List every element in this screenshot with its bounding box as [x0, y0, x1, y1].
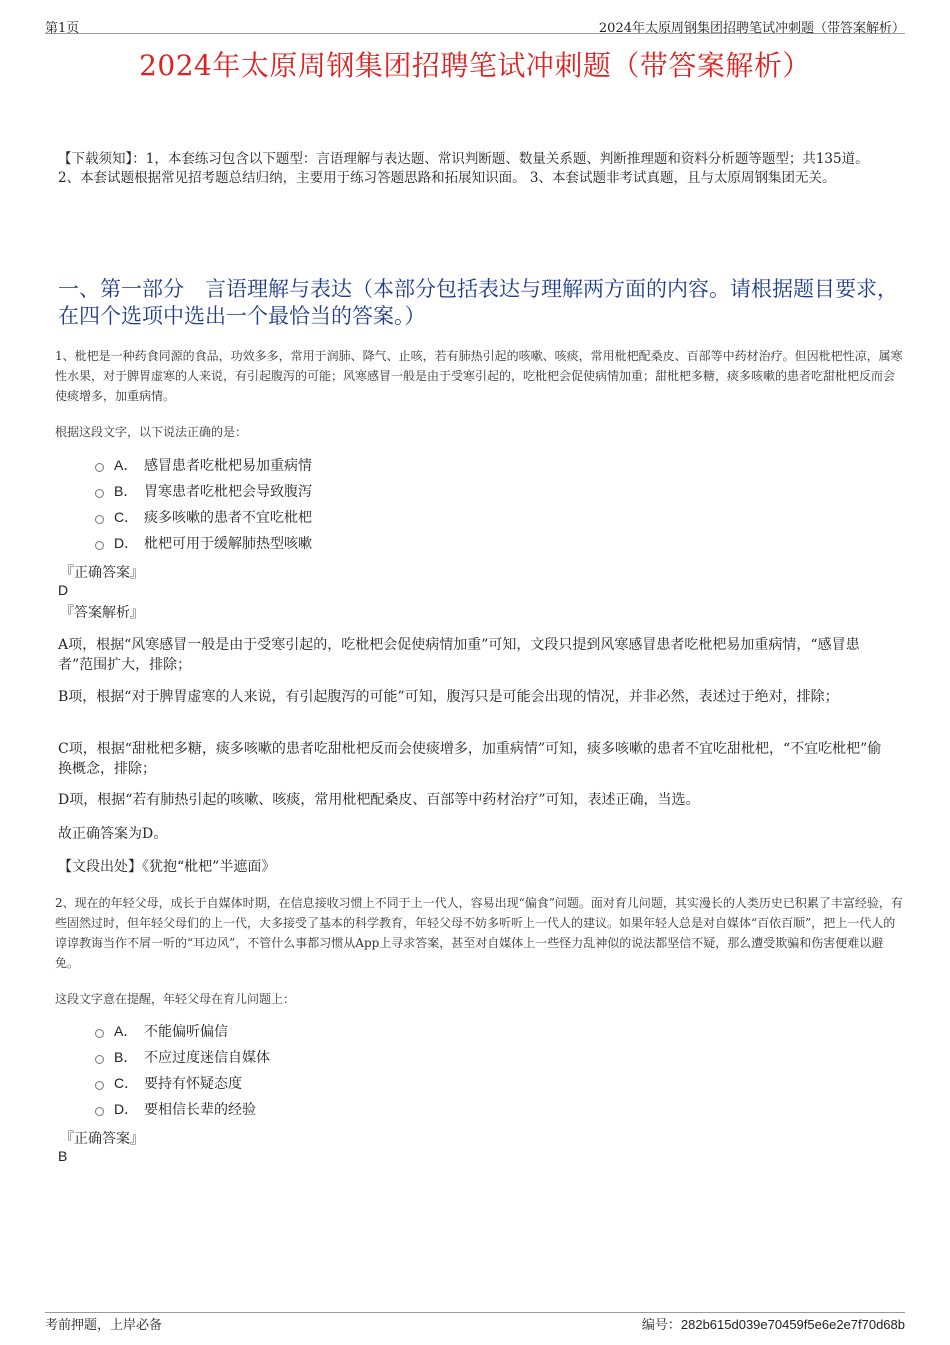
question-2-stem: 这段文字意在提醒，年轻父母在育儿问题上： [55, 992, 296, 1006]
option-letter: B． [114, 483, 138, 499]
option-c[interactable] [95, 1070, 270, 1096]
option-letter: A． [114, 457, 138, 473]
option-text: 不能偏听偏信 [144, 1024, 228, 1040]
option-text: 不应过度迷信自媒体 [144, 1050, 270, 1066]
answer-value: B [58, 1148, 68, 1164]
radio-icon[interactable] [95, 1081, 104, 1090]
running-header-title: 2024年太原周钢集团招聘笔试冲刺题（带答案解析） [598, 21, 905, 36]
radio-icon[interactable] [95, 541, 104, 550]
option-letter: C． [114, 1075, 139, 1091]
option-text: 感冒患者吃枇杷易加重病情 [144, 458, 312, 474]
explanation-b: B项，根据“对于脾胃虚寒的人来说，有引起腹泻的可能”可知，腹泻只是可能会出现的情况，并非必然，表述过于绝对，排除； [58, 689, 839, 705]
passage-source: 【文段出处】《犹抱“枇杷”半遮面》 [58, 859, 276, 875]
option-letter: B． [114, 1049, 138, 1065]
answer-label: 『正确答案』 [60, 1131, 144, 1147]
option-text: 痰多咳嗽的患者不宜吃枇杷 [144, 510, 312, 526]
explanation-d: D项，根据“若有肺热引起的咳嗽、咳痰，常用枇杷配桑皮、百部等中药材治疗”可知，表述正确，当选。 [58, 792, 700, 808]
answer-value: D [58, 582, 69, 598]
option-d[interactable] [95, 530, 312, 556]
radio-icon[interactable] [95, 489, 104, 498]
section-heading: 一、第一部分 言语理解与表达（本部分包括表达与理解两方面的内容。请根据题目要求，在四个选项中选出一个最恰当的答案。） [58, 277, 898, 328]
footer-slogan: 考前押题，上岸必备 [45, 1318, 163, 1333]
option-a[interactable] [95, 1018, 270, 1044]
explanation-c: C项，根据“甜枇杷多糖，痰多咳嗽的患者吃甜枇杷反而会使痰增多，加重病情”可知，痰多咳嗽的患者不宜吃甜枇杷，“不宜吃枇杷”偷换概念，排除； [58, 741, 882, 777]
radio-icon[interactable] [95, 1055, 104, 1064]
radio-icon[interactable] [95, 463, 104, 472]
answer-label: 『正确答案』 [60, 565, 144, 581]
explanation-conclusion: 故正确答案为D。 [58, 826, 168, 842]
option-text: 胃寒患者吃枇杷会导致腹泻 [144, 484, 312, 500]
document-title: 2024年太原周钢集团招聘笔试冲刺题（带答案解析） [139, 49, 811, 82]
option-c[interactable] [95, 504, 312, 530]
option-text: 要相信长辈的经验 [144, 1102, 256, 1118]
document-code-label: 编号： [641, 1318, 681, 1333]
download-notice: 【下载须知】：1，本套练习包含以下题型：言语理解与表达题、常识判断题、数量关系题、判断推理题和资料分析题等题型；共135道。 2、本套试题根据常见招考题总结归纳，主要用于练习答题思路和拓展知识面。 3、本套试题非考试真题，且与太原周钢集团无关。 [58, 151, 869, 186]
option-text: 要持有怀疑态度 [144, 1076, 242, 1092]
option-letter: C． [114, 509, 139, 525]
option-text: 枇杷可用于缓解肺热型咳嗽 [144, 536, 312, 552]
option-a[interactable] [95, 452, 312, 478]
question-2-passage: 2、现在的年轻父母，成长于自媒体时期，在信息接收习惯上不同于上一代人，容易出现“偏食”问题。面对育儿问题，其实漫长的人类历史已积累了丰富经验，有些固然过时，但年轻父母们的上一代，大多接受了基本的科学教育，年轻父母不妨多听听上一代人的建议。如果年轻人总是对自媒体“百依百顺”，把上一代人的谆谆教诲当作不屑一听的“耳边风”，不管什么事都习惯从App上寻求答案，甚至对自媒体上一些怪力乱神似的说法都坚信不疑，那么遭受欺骗和伤害便难以避免。 [55, 896, 903, 970]
question-1-stem: 根据这段文字，以下说法正确的是： [55, 425, 248, 439]
option-b[interactable] [95, 1044, 270, 1070]
radio-icon[interactable] [95, 1107, 104, 1116]
option-b[interactable] [95, 478, 312, 504]
document-code-value: 282b615d039e70459f5e6e2e7f70d68b [680, 1317, 905, 1332]
analysis-label: 『答案解析』 [60, 605, 144, 621]
explanation-a: A项，根据“风寒感冒一般是由于受寒引起的，吃枇杷会促使病情加重”可知，文段只提到风寒感冒患者吃枇杷易加重病情，“感冒患者”范围扩大，排除； [58, 637, 860, 673]
radio-icon[interactable] [95, 515, 104, 524]
radio-icon[interactable] [95, 1029, 104, 1038]
page-number: 第1页 [45, 21, 80, 36]
document-code [642, 1314, 905, 1333]
option-letter: D． [114, 1101, 139, 1117]
question-1-passage: 1、枇杷是一种药食同源的食品，功效多多，常用于润肺、降气、止咳，若有肺热引起的咳嗽、咳痰，常用枇杷配桑皮、百部等中药材治疗。但因枇杷性凉，属寒性水果，对于脾胃虚寒的人来说，有引起腹泻的可能；风寒感冒一般是由于受寒引起的，吃枇杷会促使病情加重；甜枇杷多糖，痰多咳嗽的患者吃甜枇杷反而会使痰增多，加重病情。 [55, 349, 903, 403]
question-2-options [95, 1018, 270, 1122]
footer-divider [45, 1312, 905, 1313]
option-d[interactable] [95, 1096, 270, 1122]
header-divider [45, 33, 905, 34]
option-letter: D． [114, 535, 139, 551]
option-letter: A． [114, 1023, 138, 1039]
question-1-options [95, 452, 312, 556]
